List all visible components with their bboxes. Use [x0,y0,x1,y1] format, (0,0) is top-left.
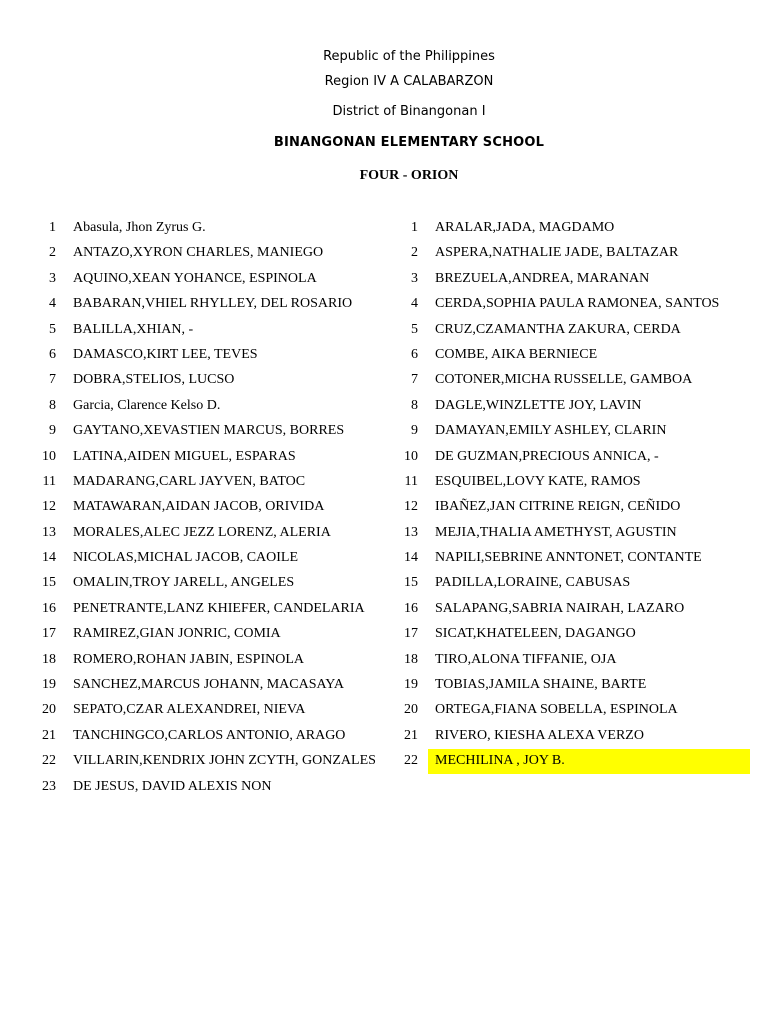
student-name: PENETRANTE,LANZ KHIEFER, CANDELARIA [73,600,365,616]
girls-list [398,216,750,775]
row-number: 8 [49,397,56,413]
row-number: 13 [42,524,56,540]
student-name: BALILLA,XHIAN, - [73,321,194,337]
girl-row [398,241,750,266]
student-name: GAYTANO,XEVASTIEN MARCUS, BORRES [73,423,345,439]
row-number: 1 [411,220,418,235]
girl-row [398,597,750,622]
row-number: 1 [49,220,56,235]
boy-row [36,521,392,546]
row-number: 5 [411,321,418,337]
girl-row [398,521,750,546]
boy-row [36,673,392,698]
row-number: 9 [49,423,56,439]
boy-row [36,368,392,393]
student-name: TOBIAS,JAMILA SHAINE, BARTE [435,677,647,693]
boy-row [36,648,392,673]
student-name: DE JESUS, DAVID ALEXIS NON [73,778,272,794]
row-number: 7 [49,372,56,388]
boy-row [36,216,392,241]
row-number: 12 [404,499,418,515]
girl-row [398,394,750,419]
student-name: DAMAYAN,EMILY ASHLEY, CLARIN [435,423,667,439]
girl-row [398,495,750,520]
row-number: 17 [42,626,56,642]
girl-row [398,419,750,444]
student-name: BABARAN,VHIEL RHYLLEY, DEL ROSARIO [73,296,353,312]
row-number: 15 [42,575,56,591]
girl-row [398,724,750,749]
row-number: 18 [404,651,418,667]
row-number: 22 [404,753,418,769]
row-number: 12 [42,499,56,515]
row-number: 23 [42,778,56,794]
boy-row [36,292,392,317]
student-name: IBAÑEZ,JAN CITRINE REIGN, CEÑIDO [435,499,681,515]
row-number: 16 [42,600,56,616]
student-name: MECHILINA , JOY B. [435,753,565,769]
header-district: District of Binangonan I [332,104,486,119]
boy-row [36,749,392,774]
student-name: SANCHEZ,MARCUS JOHANN, MACASAYA [73,677,344,693]
row-number: 15 [404,575,418,591]
row-number: 14 [404,550,418,566]
student-name: PADILLA,LORAINE, CABUSAS [435,575,631,591]
row-number: 4 [49,296,56,312]
student-name: RAMIREZ,GIAN JONRIC, COMIA [73,626,281,642]
row-number: 6 [49,346,56,362]
girl-row [398,698,750,723]
student-name: DAMASCO,KIRT LEE, TEVES [73,346,258,362]
row-number: 13 [404,524,418,540]
row-number: 21 [42,727,56,743]
section-name: FOUR - ORION [359,168,459,183]
row-number: 10 [42,448,56,464]
student-name: Abasula, Jhon Zyrus G. [73,220,206,235]
boy-row [36,267,392,292]
student-name: CRUZ,CZAMANTHA ZAKURA, CERDA [435,321,681,337]
student-name: CERDA,SOPHIA PAULA RAMONEA, SANTOS [435,296,720,312]
student-name: Garcia, Clarence Kelso D. [73,397,221,413]
girl-row [398,267,750,292]
row-number: 19 [404,677,418,693]
student-name: DAGLE,WINZLETTE JOY, LAVIN [435,397,642,413]
row-number: 4 [411,296,418,312]
student-name: ROMERO,ROHAN JABIN, ESPINOLA [73,651,305,667]
girl-row [398,292,750,317]
student-name: BREZUELA,ANDREA, MARANAN [435,270,650,286]
girl-row [398,571,750,596]
boy-row [36,775,392,800]
girl-row [398,749,750,774]
boy-row [36,698,392,723]
row-number: 5 [49,321,56,337]
row-number: 2 [49,245,56,261]
row-number: 2 [411,245,418,261]
row-number: 3 [49,270,56,286]
row-number: 9 [411,423,418,439]
row-number: 19 [42,677,56,693]
header-republic: Republic of the Philippines [323,49,495,64]
girl-row [398,648,750,673]
boy-row [36,343,392,368]
boy-row [36,724,392,749]
student-name: LATINA,AIDEN MIGUEL, ESPARAS [73,448,296,464]
row-number: 7 [411,372,418,388]
boy-row [36,394,392,419]
student-name: ANTAZO,XYRON CHARLES, MANIEGO [73,245,324,261]
student-name: SEPATO,CZAR ALEXANDREI, NIEVA [73,702,306,718]
school-name: BINANGONAN ELEMENTARY SCHOOL [273,135,545,150]
row-number: 6 [411,346,418,362]
student-name: MATAWARAN,AIDAN JACOB, ORIVIDA [73,499,325,515]
row-number: 3 [411,270,418,286]
girl-row [398,445,750,470]
boy-row [36,419,392,444]
row-number: 16 [404,600,418,616]
student-name: DOBRA,STELIOS, LUCSO [73,372,235,388]
row-number: 21 [404,727,418,743]
student-name: VILLARIN,KENDRIX JOHN ZCYTH, GONZALES [73,753,376,769]
boy-row [36,495,392,520]
boy-row [36,445,392,470]
row-number: 14 [42,550,56,566]
boys-list [36,216,392,800]
girl-row [398,673,750,698]
student-name: MADARANG,CARL JAYVEN, BATOC [73,473,306,489]
girl-row [398,546,750,571]
student-name: COMBE, AIKA BERNIECE [435,346,598,362]
student-name: NICOLAS,MICHAL JACOB, CAOILE [73,550,299,566]
student-name: TANCHINGCO,CARLOS ANTONIO, ARAGO [73,727,346,743]
row-number: 17 [404,626,418,642]
student-name: MEJIA,THALIA AMETHYST, AGUSTIN [435,524,677,540]
row-number: 10 [404,448,418,464]
girl-row [398,216,750,241]
girl-row [398,368,750,393]
row-number: 11 [404,473,418,489]
row-number: 8 [411,397,418,413]
girl-row [398,318,750,343]
row-number: 20 [404,702,418,718]
student-name: SICAT,KHATELEEN, DAGANGO [435,626,636,642]
student-name: TIRO,ALONA TIFFANIE, OJA [435,651,617,667]
girl-row [398,343,750,368]
row-number: 22 [42,753,56,769]
boy-row [36,597,392,622]
boy-row [36,318,392,343]
student-name: SALAPANG,SABRIA NAIRAH, LAZARO [435,600,685,616]
student-name: ARALAR,JADA, MAGDAMO [435,220,615,235]
boy-row [36,241,392,266]
header-region: Region IV A CALABARZON [324,74,494,89]
boy-row [36,470,392,495]
student-name: ESQUIBEL,LOVY KATE, RAMOS [435,473,641,489]
row-number: 11 [42,473,56,489]
student-name: ORTEGA,FIANA SOBELLA, ESPINOLA [435,702,678,718]
student-name: AQUINO,XEAN YOHANCE, ESPINOLA [73,270,317,286]
boy-row [36,622,392,647]
girl-row [398,470,750,495]
student-name: MORALES,ALEC JEZZ LORENZ, ALERIA [73,524,331,540]
row-number: 20 [42,702,56,718]
student-name: RIVERO, KIESHA ALEXA VERZO [435,727,644,743]
student-name: NAPILI,SEBRINE ANNTONET, CONTANTE [435,550,702,566]
student-name: COTONER,MICHA RUSSELLE, GAMBOA [435,372,693,388]
row-number: 18 [42,651,56,667]
girl-row [398,622,750,647]
boy-row [36,546,392,571]
student-name: DE GUZMAN,PRECIOUS ANNICA, - [435,448,659,464]
student-name: OMALIN,TROY JARELL, ANGELES [73,575,295,591]
boy-row [36,571,392,596]
student-name: ASPERA,NATHALIE JADE, BALTAZAR [435,245,679,261]
